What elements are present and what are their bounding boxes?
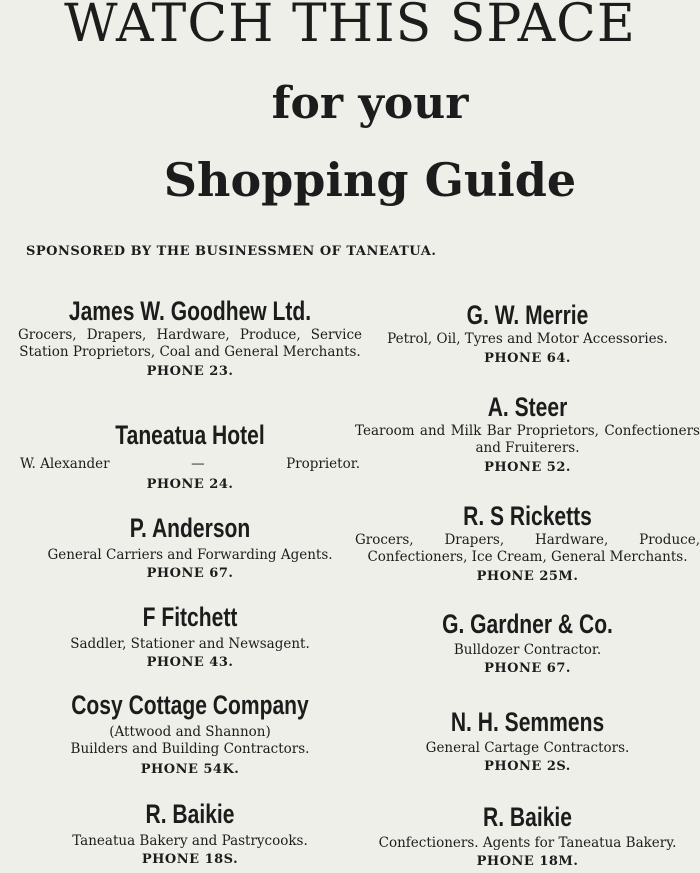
proprietor-role: Proprietor. <box>286 456 360 472</box>
hotel-proprietor-line <box>18 455 362 473</box>
listing-steer <box>355 390 700 477</box>
business-description: General Cartage Contractors. <box>425 740 630 756</box>
listing-goodhew <box>18 294 362 381</box>
listing-baikie-right <box>355 800 700 871</box>
proprietor-name: W. Alexander <box>20 456 110 472</box>
business-phone: PHONE 2S. <box>484 759 571 774</box>
headline-watch-this-space: WATCH THIS SPACE <box>64 0 636 54</box>
sponsor-line: SPONSORED BY THE BUSINESSMEN OF TANEATUA. <box>26 244 437 259</box>
business-phone: PHONE 67. <box>146 566 234 581</box>
listing-anderson <box>18 511 362 583</box>
business-name: R. S Ricketts <box>463 501 592 531</box>
business-description: Bulldozer Contractor. <box>453 642 602 658</box>
business-description: Saddler, Stationer and Newsagent. <box>70 636 310 652</box>
business-phone: PHONE 25M. <box>476 569 579 584</box>
business-description: General Carriers and Forwarding Agents. <box>47 547 333 563</box>
listing-ricketts <box>355 499 700 586</box>
business-name: N. H. Semmens <box>450 707 605 737</box>
business-name: James W. Goodhew Ltd. <box>68 296 312 326</box>
business-description: Grocers, Drapers, Hardware, Produce, Service Station Proprietors, Coal and General Merchants. <box>18 327 362 360</box>
listing-merrie <box>355 298 700 368</box>
business-name: P. Anderson <box>129 513 251 543</box>
business-phone: PHONE 52. <box>484 460 571 475</box>
business-name: G. Gardner & Co. <box>442 609 613 639</box>
business-description: (Attwood and Shannon) <box>109 724 271 740</box>
business-description-2: Builders and Building Contractors. <box>70 741 310 757</box>
business-phone: PHONE 43. <box>146 655 234 670</box>
business-name: F Fitchett <box>142 602 238 632</box>
business-description: Grocers, Drapers, Hardware, Produce, Confectioners, Ice Cream, General Merchants. <box>355 532 700 565</box>
business-phone: PHONE 54K. <box>140 762 240 777</box>
business-name: Cosy Cottage Company <box>71 690 309 720</box>
headline-shopping-guide: Shopping Guide <box>163 153 577 207</box>
business-phone: PHONE 67. <box>484 661 571 676</box>
dash: — <box>191 456 205 472</box>
listing-baikie-left <box>18 797 362 869</box>
listing-taneatua-hotel <box>18 418 362 494</box>
listing-fitchett <box>18 600 362 672</box>
business-name: A. Steer <box>487 392 568 422</box>
business-phone: PHONE 64. <box>484 351 571 366</box>
business-name: Taneatua Hotel <box>115 420 265 450</box>
listing-gardner <box>355 607 700 678</box>
business-description: Tearoom and Milk Bar Proprietors, Confectioners and Fruiterers. <box>355 423 700 456</box>
business-description: Taneatua Bakery and Pastrycooks. <box>72 833 308 849</box>
business-name: G. W. Merrie <box>466 300 589 330</box>
listing-cosy-cottage <box>18 688 362 779</box>
business-phone: PHONE 18M. <box>476 854 579 869</box>
business-phone: PHONE 18S. <box>141 852 239 867</box>
business-phone: PHONE 24. <box>146 477 234 492</box>
business-phone: PHONE 23. <box>146 364 234 379</box>
business-description: Confectioners. Agents for Taneatua Bakery. <box>378 835 677 851</box>
business-name: R. Baikie <box>483 802 572 832</box>
headline-for-your: for your <box>271 78 469 129</box>
business-name: R. Baikie <box>145 799 235 829</box>
business-description: Petrol, Oil, Tyres and Motor Accessories. <box>387 331 668 347</box>
listing-semmens <box>355 705 700 776</box>
